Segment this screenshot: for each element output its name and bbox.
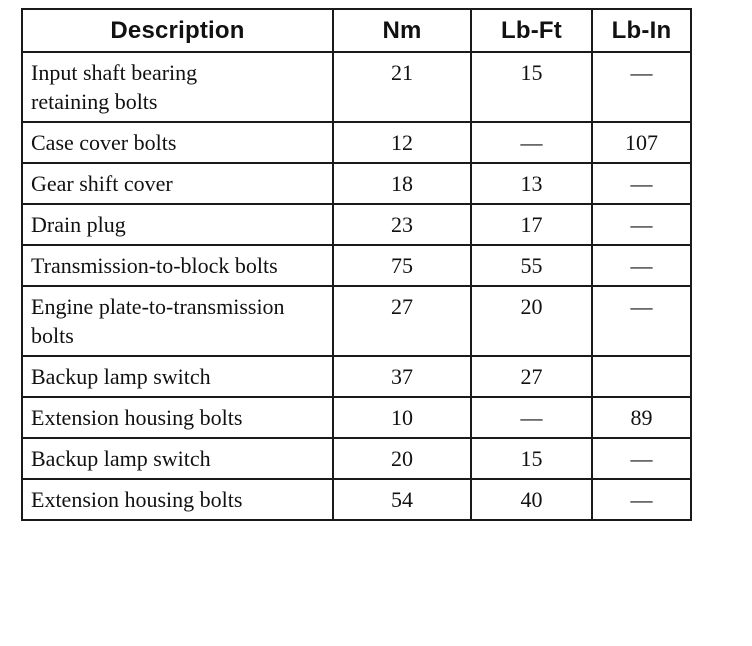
row-lb-in: — — [592, 163, 691, 204]
row-description: Drain plug — [22, 204, 333, 245]
row-description: Engine plate-to-transmission bolts — [22, 286, 333, 356]
table-row — [22, 52, 691, 122]
row-nm: 12 — [333, 122, 471, 163]
row-lb-in: — — [592, 286, 691, 356]
header-lb-in: Lb-In — [592, 9, 691, 52]
row-description: Input shaft bearing retaining bolts — [22, 52, 333, 122]
header-row — [22, 9, 691, 52]
row-lb-ft: 15 — [471, 52, 592, 122]
row-nm: 54 — [333, 479, 471, 520]
row-lb-in: — — [592, 245, 691, 286]
row-lb-ft: 17 — [471, 204, 592, 245]
row-lb-in: 89 — [592, 397, 691, 438]
row-description: Transmission-to-block bolts — [22, 245, 333, 286]
table-row — [22, 286, 691, 356]
header-lb-ft: Lb-Ft — [471, 9, 592, 52]
row-nm: 10 — [333, 397, 471, 438]
row-lb-ft: 27 — [471, 356, 592, 397]
row-description: Backup lamp switch — [22, 356, 333, 397]
row-lb-ft: — — [471, 122, 592, 163]
row-lb-in: — — [592, 438, 691, 479]
table-row — [22, 356, 691, 397]
row-nm: 23 — [333, 204, 471, 245]
row-lb-in: — — [592, 204, 691, 245]
table-row — [22, 438, 691, 479]
row-lb-ft: 13 — [471, 163, 592, 204]
row-lb-ft: 20 — [471, 286, 592, 356]
row-description: Backup lamp switch — [22, 438, 333, 479]
row-nm: 20 — [333, 438, 471, 479]
torque-specifications-table — [21, 8, 692, 521]
header-nm: Nm — [333, 9, 471, 52]
row-lb-ft: 55 — [471, 245, 592, 286]
row-lb-in: 107 — [592, 122, 691, 163]
row-lb-in: — — [592, 52, 691, 122]
row-nm: 37 — [333, 356, 471, 397]
row-lb-in — [592, 356, 691, 397]
row-nm: 21 — [333, 52, 471, 122]
table-row — [22, 163, 691, 204]
table-row — [22, 245, 691, 286]
row-description: Extension housing bolts — [22, 397, 333, 438]
row-lb-in: — — [592, 479, 691, 520]
row-lb-ft: — — [471, 397, 592, 438]
row-nm: 18 — [333, 163, 471, 204]
row-nm: 75 — [333, 245, 471, 286]
row-nm: 27 — [333, 286, 471, 356]
table-row — [22, 397, 691, 438]
table-row — [22, 122, 691, 163]
header-description: Description — [22, 9, 333, 52]
table-row — [22, 479, 691, 520]
table-row — [22, 204, 691, 245]
row-lb-ft: 40 — [471, 479, 592, 520]
row-lb-ft: 15 — [471, 438, 592, 479]
row-description: Case cover bolts — [22, 122, 333, 163]
row-description: Extension housing bolts — [22, 479, 333, 520]
row-description: Gear shift cover — [22, 163, 333, 204]
